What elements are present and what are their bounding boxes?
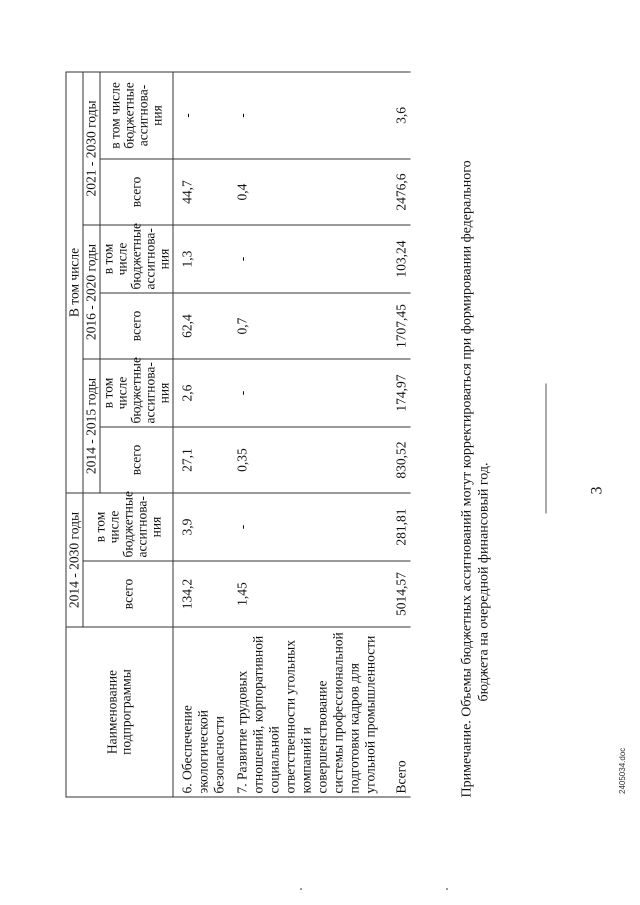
cell-value: -: [228, 71, 379, 158]
cell-value: 830,52: [379, 427, 410, 493]
table-note: [458, 72, 492, 797]
page-number: 3: [588, 486, 605, 494]
row-name: 6. Обеспечение экологической безопасности: [173, 627, 229, 797]
header-budget: в том числе бюджетные ассигнова- ния: [100, 71, 173, 158]
note-line-1: Примечание. Объемы бюджетных ассигнований могут корректироваться при формировании федерального: [459, 159, 474, 797]
footer-filename: 2405034.doc: [618, 747, 627, 794]
cell-value: 44,7: [173, 159, 229, 225]
cell-value: 1,3: [173, 225, 229, 293]
cell-value: 27,1: [173, 427, 229, 493]
cell-value: 5014,57: [379, 561, 410, 627]
header-period-2016-2020: 2016 - 2020 годы: [83, 225, 100, 359]
cell-value: 0,4: [228, 159, 379, 225]
cell-value: -: [228, 493, 379, 561]
header-row-1: [66, 71, 83, 796]
cell-value: 3,9: [173, 493, 229, 561]
row-name: Всего: [379, 627, 410, 797]
cell-value: 2,6: [173, 359, 229, 427]
header-budget: в том числе бюджетные ассигнова- ния: [100, 225, 173, 293]
table-row-total: [379, 71, 410, 796]
header-period-2014-2015: 2014 - 2015 годы: [83, 359, 100, 493]
cell-value: 0,35: [228, 427, 379, 493]
cell-value: 1,45: [228, 561, 379, 627]
header-name: Наименование подпрограммы: [66, 627, 173, 797]
header-period-2021-2030: 2021 - 2030 годы: [83, 71, 100, 224]
cell-value: 103,24: [379, 225, 410, 293]
header-total: всего: [83, 561, 173, 627]
cell-value: 3,6: [379, 71, 410, 158]
cell-value: -: [228, 225, 379, 293]
table-row: [228, 71, 379, 796]
header-total: всего: [100, 427, 173, 493]
cell-value: 1707,45: [379, 293, 410, 359]
cell-value: -: [228, 359, 379, 427]
rotated-page-content: [0, 40, 640, 865]
header-period-total: 2014 - 2030 годы: [66, 493, 83, 627]
cell-value: 2476,6: [379, 159, 410, 225]
header-budget: в том числе бюджетные ассигнова- ния: [100, 359, 173, 427]
header-total: всего: [100, 293, 173, 359]
scan-dot: [446, 888, 448, 890]
cell-value: 174,97: [379, 359, 410, 427]
table-row: [173, 71, 229, 796]
row-name: 7. Развитие трудовых отношений, корпоративной социальной ответственности угольных компаний и совершенствование системы профессиональной подготовки кадров для угольной промышленности: [228, 627, 379, 797]
funding-table: [65, 71, 410, 797]
cell-value: 62,4: [173, 293, 229, 359]
note-line-2: бюджета на очередной финансовый год.: [476, 461, 491, 701]
scan-dot: [300, 888, 302, 890]
cell-value: 0,7: [228, 293, 379, 359]
header-total: всего: [100, 159, 173, 225]
header-budget: в том числе бюджетные ассигнова- ния: [83, 493, 173, 561]
cell-value: 134,2: [173, 561, 229, 627]
separator-line: [545, 383, 546, 513]
cell-value: -: [173, 71, 229, 158]
cell-value: 281,81: [379, 493, 410, 561]
header-including: В том числе: [66, 71, 83, 492]
